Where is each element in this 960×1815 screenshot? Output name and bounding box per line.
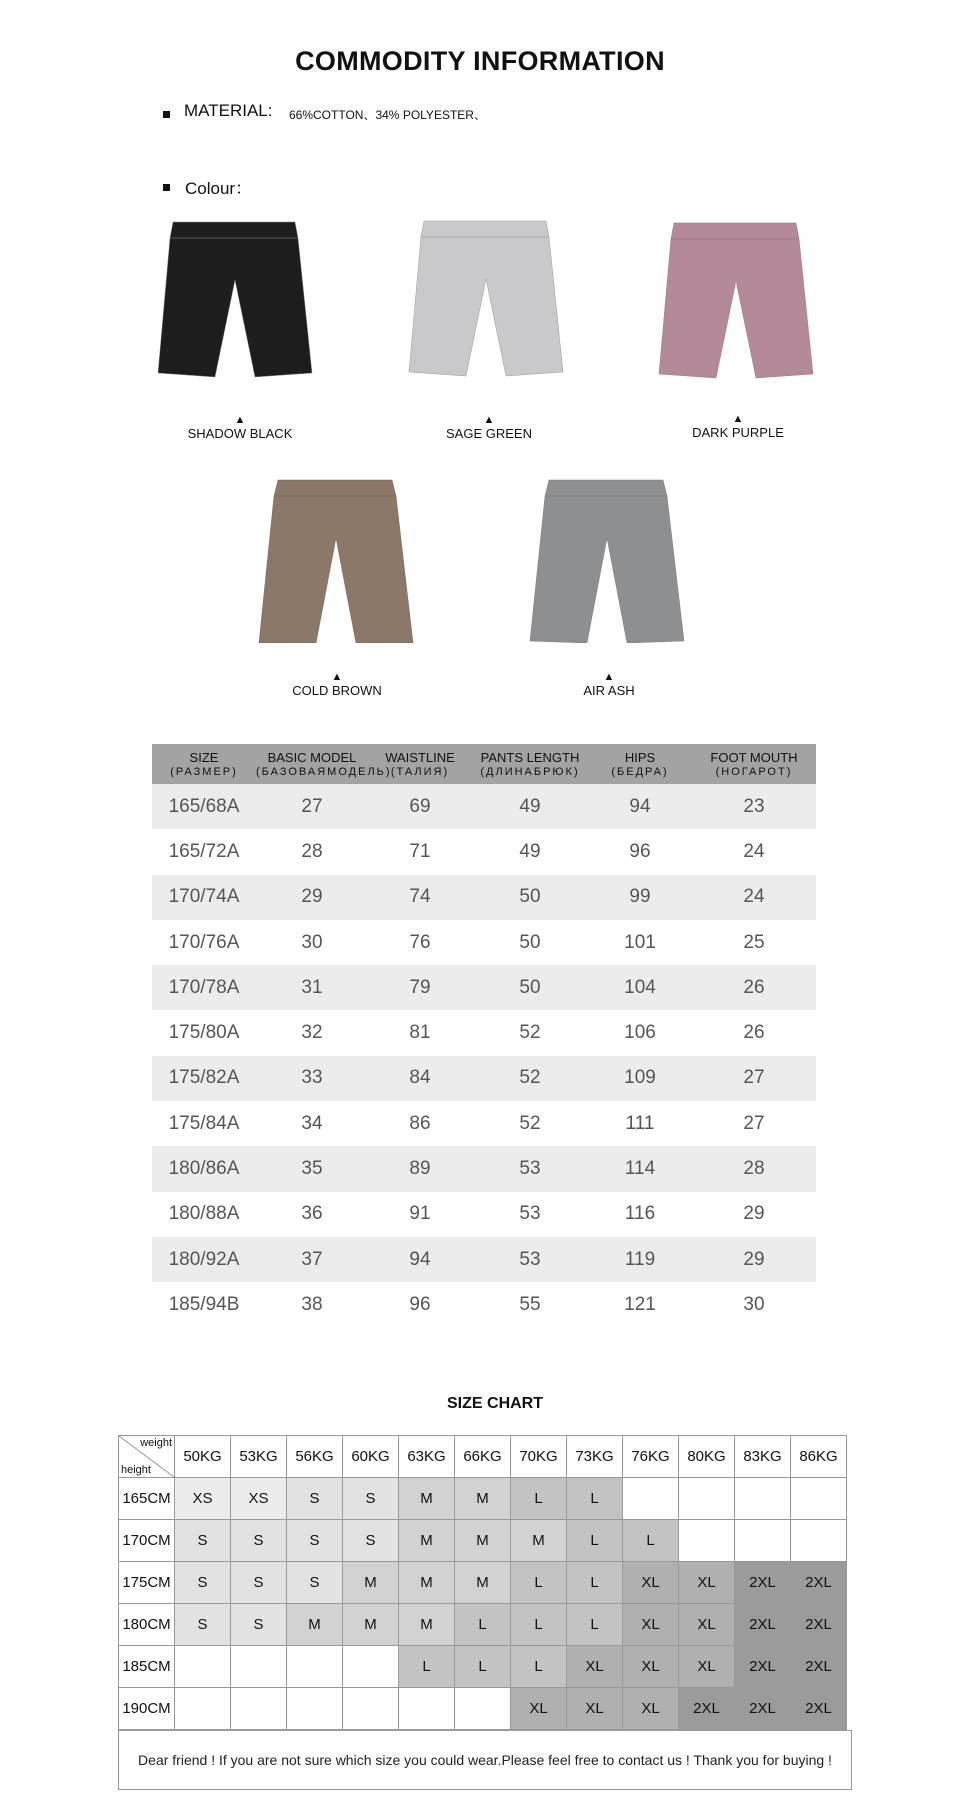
table-cell: 91 (409, 1203, 431, 1225)
table-cell: 165/68A (168, 795, 240, 817)
header-ru: (ТАЛИЯ) (390, 766, 450, 778)
table-cell: 30 (301, 931, 323, 953)
table-row (152, 1010, 816, 1055)
measurement-header-cell (152, 744, 256, 784)
size-cell: S (343, 1520, 399, 1562)
table-cell: 33 (301, 1067, 323, 1089)
weight-header: 53KG (231, 1436, 287, 1478)
table-cell: 53 (519, 1203, 541, 1225)
size-cell: M (399, 1562, 455, 1604)
size-cell (231, 1688, 287, 1730)
shorts-image-shadow-black (155, 220, 315, 385)
size-cell: XL (679, 1562, 735, 1604)
table-cell: 165/72A (168, 840, 240, 862)
weight-header: 70KG (511, 1436, 567, 1478)
header-ru: (БАЗОВАЯМОДЕЛЬ) (256, 766, 392, 778)
size-cell: S (287, 1562, 343, 1604)
size-cell (735, 1520, 791, 1562)
table-cell: 53 (519, 1158, 541, 1180)
size-cell: L (399, 1646, 455, 1688)
table-cell: 94 (409, 1248, 431, 1270)
size-cell (399, 1688, 455, 1730)
size-cell: 2XL (735, 1562, 791, 1604)
size-chart-note: Dear friend ! If you are not sure which size you could wear.Please feel free to contact us ! Thank you for buying ! (118, 1730, 852, 1790)
colour-label: Colour： (185, 179, 253, 198)
size-cell (175, 1646, 231, 1688)
size-cell: XL (623, 1646, 679, 1688)
size-cell (287, 1688, 343, 1730)
table-cell: 31 (301, 976, 323, 998)
size-cell: S (175, 1562, 231, 1604)
color-caption (658, 413, 818, 440)
weight-header: 83KG (735, 1436, 791, 1478)
size-cell: XS (175, 1478, 231, 1520)
table-row (152, 965, 816, 1010)
table-cell: 38 (301, 1293, 323, 1315)
size-cell (623, 1478, 679, 1520)
measurement-header-cell (588, 744, 692, 784)
color-name: AIR ASH (583, 683, 635, 698)
size-cell: M (455, 1520, 511, 1562)
color-name: SHADOW BLACK (187, 426, 293, 441)
size-cell: M (399, 1604, 455, 1646)
size-cell: M (343, 1562, 399, 1604)
table-cell: 89 (409, 1158, 431, 1180)
size-cell: XL (567, 1646, 623, 1688)
weight-header: 63KG (399, 1436, 455, 1478)
table-cell: 94 (629, 795, 651, 817)
triangle-up-icon: ▲ (732, 413, 744, 425)
header-ru: (ДЛИНАБРЮК) (480, 766, 580, 778)
material-label: MATERIAL: (184, 101, 273, 120)
weight-header: 56KG (287, 1436, 343, 1478)
table-cell: 96 (629, 840, 651, 862)
material-bullet (163, 105, 170, 123)
size-cell: L (511, 1646, 567, 1688)
table-cell: 170/78A (168, 976, 240, 998)
shorts-image-air-ash (527, 478, 687, 643)
triangle-up-icon: ▲ (603, 671, 615, 683)
size-cell: L (567, 1604, 623, 1646)
table-cell: 96 (409, 1293, 431, 1315)
size-cell: 2XL (679, 1688, 735, 1730)
table-cell: 23 (743, 795, 765, 817)
table-cell: 29 (743, 1203, 765, 1225)
material-value: 66%COTTON、34% POLYESTER、 (289, 108, 486, 122)
color-name: COLD BROWN (292, 683, 382, 698)
table-cell: 180/92A (168, 1248, 240, 1270)
size-cell: XL (623, 1604, 679, 1646)
table-row (152, 1192, 816, 1237)
size-cell: M (287, 1604, 343, 1646)
size-cell: L (511, 1562, 567, 1604)
table-cell: 170/74A (168, 886, 240, 908)
size-cell (455, 1688, 511, 1730)
height-header: 165CM (119, 1478, 175, 1520)
color-caption (257, 671, 417, 698)
table-cell: 49 (519, 795, 541, 817)
table-cell: 175/84A (168, 1112, 240, 1134)
corner-weight-label: weight (140, 1437, 172, 1449)
triangle-up-icon: ▲ (331, 671, 343, 683)
size-cell: S (287, 1478, 343, 1520)
table-cell: 52 (519, 1112, 541, 1134)
size-cell (735, 1478, 791, 1520)
size-cell: M (455, 1478, 511, 1520)
table-cell: 111 (625, 1112, 655, 1134)
size-cell: L (511, 1478, 567, 1520)
shorts-image-cold-brown (256, 478, 416, 643)
table-cell: 27 (743, 1067, 765, 1089)
table-cell: 114 (624, 1158, 656, 1180)
table-row (152, 1282, 816, 1327)
table-cell: 99 (629, 886, 651, 908)
height-header: 175CM (119, 1562, 175, 1604)
table-row (152, 1237, 816, 1282)
size-cell: 2XL (791, 1688, 847, 1730)
table-row (152, 784, 816, 829)
size-cell: L (567, 1478, 623, 1520)
table-cell: 37 (301, 1248, 323, 1270)
page-title: COMMODITY INFORMATION (295, 46, 665, 76)
table-cell: 49 (519, 840, 541, 862)
size-cell: XL (623, 1562, 679, 1604)
header-en: BASIC MODEL (267, 750, 357, 765)
size-cell: XL (567, 1688, 623, 1730)
measurement-header-cell (472, 744, 588, 784)
size-cell: 2XL (735, 1688, 791, 1730)
size-cell: S (231, 1520, 287, 1562)
weight-header: 80KG (679, 1436, 735, 1478)
header-en: PANTS LENGTH (480, 750, 580, 765)
table-cell: 53 (519, 1248, 541, 1270)
size-cell: XS (231, 1478, 287, 1520)
size-cell: M (399, 1478, 455, 1520)
size-cell: XL (511, 1688, 567, 1730)
size-cell: L (567, 1520, 623, 1562)
height-header: 185CM (119, 1646, 175, 1688)
size-cell: XL (623, 1688, 679, 1730)
measurement-header (152, 744, 816, 784)
table-cell: 35 (301, 1158, 323, 1180)
size-cell: 2XL (735, 1604, 791, 1646)
weight-header: 50KG (175, 1436, 231, 1478)
measurement-table (152, 744, 816, 1328)
color-caption (160, 414, 320, 441)
weight-header: 73KG (567, 1436, 623, 1478)
size-cell: S (231, 1562, 287, 1604)
table-cell: 84 (409, 1067, 431, 1089)
color-caption (409, 414, 569, 441)
size-cell: M (343, 1604, 399, 1646)
color-name: SAGE GREEN (446, 426, 532, 441)
table-cell: 185/94B (168, 1293, 240, 1315)
table-row (152, 1101, 816, 1146)
table-cell: 104 (624, 976, 656, 998)
size-cell (679, 1520, 735, 1562)
table-cell: 106 (624, 1022, 656, 1044)
weight-header: 76KG (623, 1436, 679, 1478)
height-header: 170CM (119, 1520, 175, 1562)
table-cell: 29 (743, 1248, 765, 1270)
table-cell: 26 (743, 1022, 765, 1044)
size-cell (679, 1478, 735, 1520)
table-row (152, 1056, 816, 1101)
table-row (152, 875, 816, 920)
size-cell: 2XL (791, 1646, 847, 1688)
size-cell (287, 1646, 343, 1688)
table-cell: 27 (743, 1112, 765, 1134)
table-cell: 26 (743, 976, 765, 998)
table-cell: 170/76A (168, 931, 240, 953)
table-cell: 180/88A (168, 1203, 240, 1225)
table-cell: 52 (519, 1067, 541, 1089)
table-cell: 50 (519, 886, 541, 908)
size-cell: L (455, 1604, 511, 1646)
colour-bullet (163, 178, 170, 196)
table-cell: 101 (624, 931, 656, 953)
shorts-image-sage-green (406, 219, 566, 384)
size-cell: XL (679, 1604, 735, 1646)
size-cell (231, 1646, 287, 1688)
size-cell: S (343, 1478, 399, 1520)
table-cell: 109 (624, 1067, 656, 1089)
table-cell: 71 (409, 840, 431, 862)
table-cell: 175/82A (168, 1067, 240, 1089)
table-cell: 116 (624, 1203, 656, 1225)
shorts-image-dark-purple (656, 221, 816, 386)
color-name: DARK PURPLE (692, 425, 784, 440)
measurement-header-cell (256, 744, 392, 784)
table-cell: 28 (743, 1158, 765, 1180)
header-en: SIZE (189, 750, 219, 765)
size-cell: S (231, 1604, 287, 1646)
table-cell: 69 (409, 795, 431, 817)
size-cell: L (623, 1520, 679, 1562)
triangle-up-icon: ▲ (234, 414, 246, 426)
size-chart-table (118, 1435, 847, 1730)
size-cell (791, 1520, 847, 1562)
table-row (152, 1146, 816, 1191)
table-cell: 24 (743, 886, 765, 908)
weight-header: 66KG (455, 1436, 511, 1478)
table-cell: 29 (301, 886, 323, 908)
table-cell: 180/86A (168, 1158, 240, 1180)
corner-cell (119, 1436, 175, 1478)
table-row (152, 920, 816, 965)
size-cell (791, 1478, 847, 1520)
size-cell (175, 1688, 231, 1730)
weight-header: 86KG (791, 1436, 847, 1478)
size-cell: M (511, 1520, 567, 1562)
height-header: 190CM (119, 1688, 175, 1730)
measurement-header-cell (368, 744, 472, 784)
size-cell (343, 1688, 399, 1730)
table-cell: 30 (743, 1293, 765, 1315)
table-cell: 55 (519, 1293, 541, 1315)
height-header: 180CM (119, 1604, 175, 1646)
size-chart-title: SIZE CHART (447, 1395, 543, 1412)
table-cell: 79 (409, 976, 431, 998)
table-cell: 32 (301, 1022, 323, 1044)
size-cell: M (455, 1562, 511, 1604)
header-ru: (БЕДРА) (611, 766, 669, 778)
header-ru: (НОГАРОТ) (715, 766, 793, 778)
table-cell: 34 (301, 1112, 323, 1134)
header-ru: (РАЗМЕР) (170, 766, 238, 778)
table-cell: 86 (409, 1112, 431, 1134)
triangle-up-icon: ▲ (483, 414, 495, 426)
color-caption (529, 671, 689, 698)
size-cell: S (175, 1604, 231, 1646)
weight-header: 60KG (343, 1436, 399, 1478)
header-en: WAISTLINE (385, 750, 455, 765)
table-cell: 175/80A (168, 1022, 240, 1044)
table-cell: 25 (743, 931, 765, 953)
size-cell (343, 1646, 399, 1688)
table-cell: 52 (519, 1022, 541, 1044)
header-en: HIPS (624, 750, 656, 765)
table-cell: 121 (624, 1293, 656, 1315)
table-cell: 81 (409, 1022, 431, 1044)
size-cell: 2XL (791, 1562, 847, 1604)
size-cell: S (287, 1520, 343, 1562)
table-cell: 50 (519, 976, 541, 998)
size-cell: S (175, 1520, 231, 1562)
measurement-header-cell (692, 744, 816, 784)
table-cell: 27 (301, 795, 323, 817)
header-en: FOOT MOUTH (710, 750, 798, 765)
table-cell: 36 (301, 1203, 323, 1225)
table-row (152, 829, 816, 874)
table-cell: 28 (301, 840, 323, 862)
table-cell: 76 (409, 931, 431, 953)
size-cell: L (455, 1646, 511, 1688)
size-cell: L (511, 1604, 567, 1646)
size-cell: 2XL (735, 1646, 791, 1688)
corner-height-label: height (121, 1464, 151, 1476)
size-cell: XL (679, 1646, 735, 1688)
table-cell: 24 (743, 840, 765, 862)
size-cell: L (567, 1562, 623, 1604)
table-cell: 119 (624, 1248, 656, 1270)
table-cell: 50 (519, 931, 541, 953)
size-cell: M (399, 1520, 455, 1562)
table-cell: 74 (409, 886, 431, 908)
size-cell: 2XL (791, 1604, 847, 1646)
